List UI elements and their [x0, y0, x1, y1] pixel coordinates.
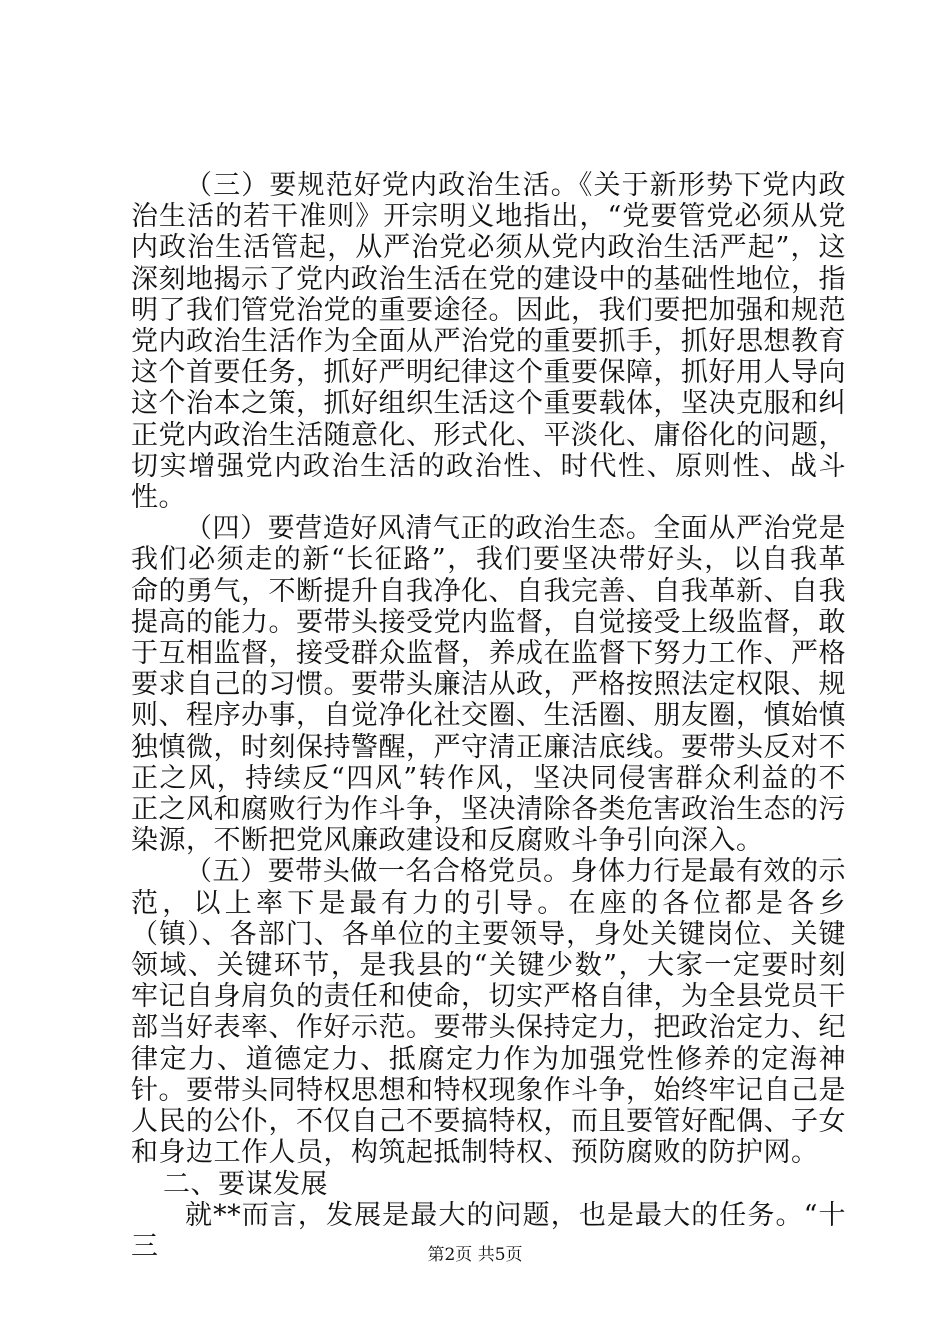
document-body	[131, 170, 846, 1262]
section-heading-development: 二、要谋发展	[163, 1168, 328, 1200]
paragraph-section-five: （五）要带头做一名合格党员。身体力行是最有效的示范，以上率下是最有力的引导。在座的各位都是各乡（镇）、各部门、各单位的主要领导，身处关键岗位、关键领域、关键环节，是我县的“关键少数”，大家一定要时刻牢记自身肩负的责任和使命，切实严格自律，为全县党员干部当好表率、作好示范。要带头保持定力，把政治定力、纪律定力、道德定力、抵腐定力作为加强党性修养的定海神针。要带头同特权思想和特权现象作斗争，始终牢记自己是人民的公仆，不仅自己不要搞特权，而且要管好配偶、子女和身边工作人员，构筑起抵制特权、预防腐败的防护网。	[131, 856, 846, 1169]
page-number-footer: 第2页 共5页	[427, 1245, 523, 1265]
paragraph-development-intro: 就**而言，发展是最大的问题，也是最大的任务。“十三	[131, 1199, 846, 1262]
paragraph-section-four: （四）要营造好风清气正的政治生态。全面从严治党是我们必须走的新“长征路”，我们要坚决带好头，以自我革命的勇气，不断提升自我净化、自我完善、自我革新、自我提高的能力。要带头接受党内监督，自觉接受上级监督，敢于互相监督，接受群众监督，养成在监督下努力工作、严格要求自己的习惯。要带头廉洁从政，严格按照法定权限、规则、程序办事，自觉净化社交圈、生活圈、朋友圈，慎始慎独慎微，时刻保持警醒，严守清正廉洁底线。要带头反对不正之风，持续反“四风”转作风，坚决同侵害群众利益的不正之风和腐败行为作斗争，坚决清除各类危害政治生态的污染源，不断把党风廉政建设和反腐败斗争引向深入。	[131, 513, 846, 857]
paragraph-section-three: （三）要规范好党内政治生活。《关于新形势下党内政治生活的若干准则》开宗明义地指出，“党要管党必须从党内政治生活管起，从严治党必须从党内政治生活严起”，这深刻地揭示了党内政治生活在党的建设中的基础性地位，指明了我们管党治党的重要途径。因此，我们要把加强和规范党内政治生活作为全面从严治党的重要抓手，抓好思想教育这个首要任务，抓好严明纪律这个重要保障，抓好用人导向这个治本之策，抓好组织生活这个重要载体，坚决克服和纠正党内政治生活随意化、形式化、平淡化、庸俗化的问题，切实增强党内政治生活的政治性、时代性、原则性、战斗性。	[131, 170, 846, 514]
